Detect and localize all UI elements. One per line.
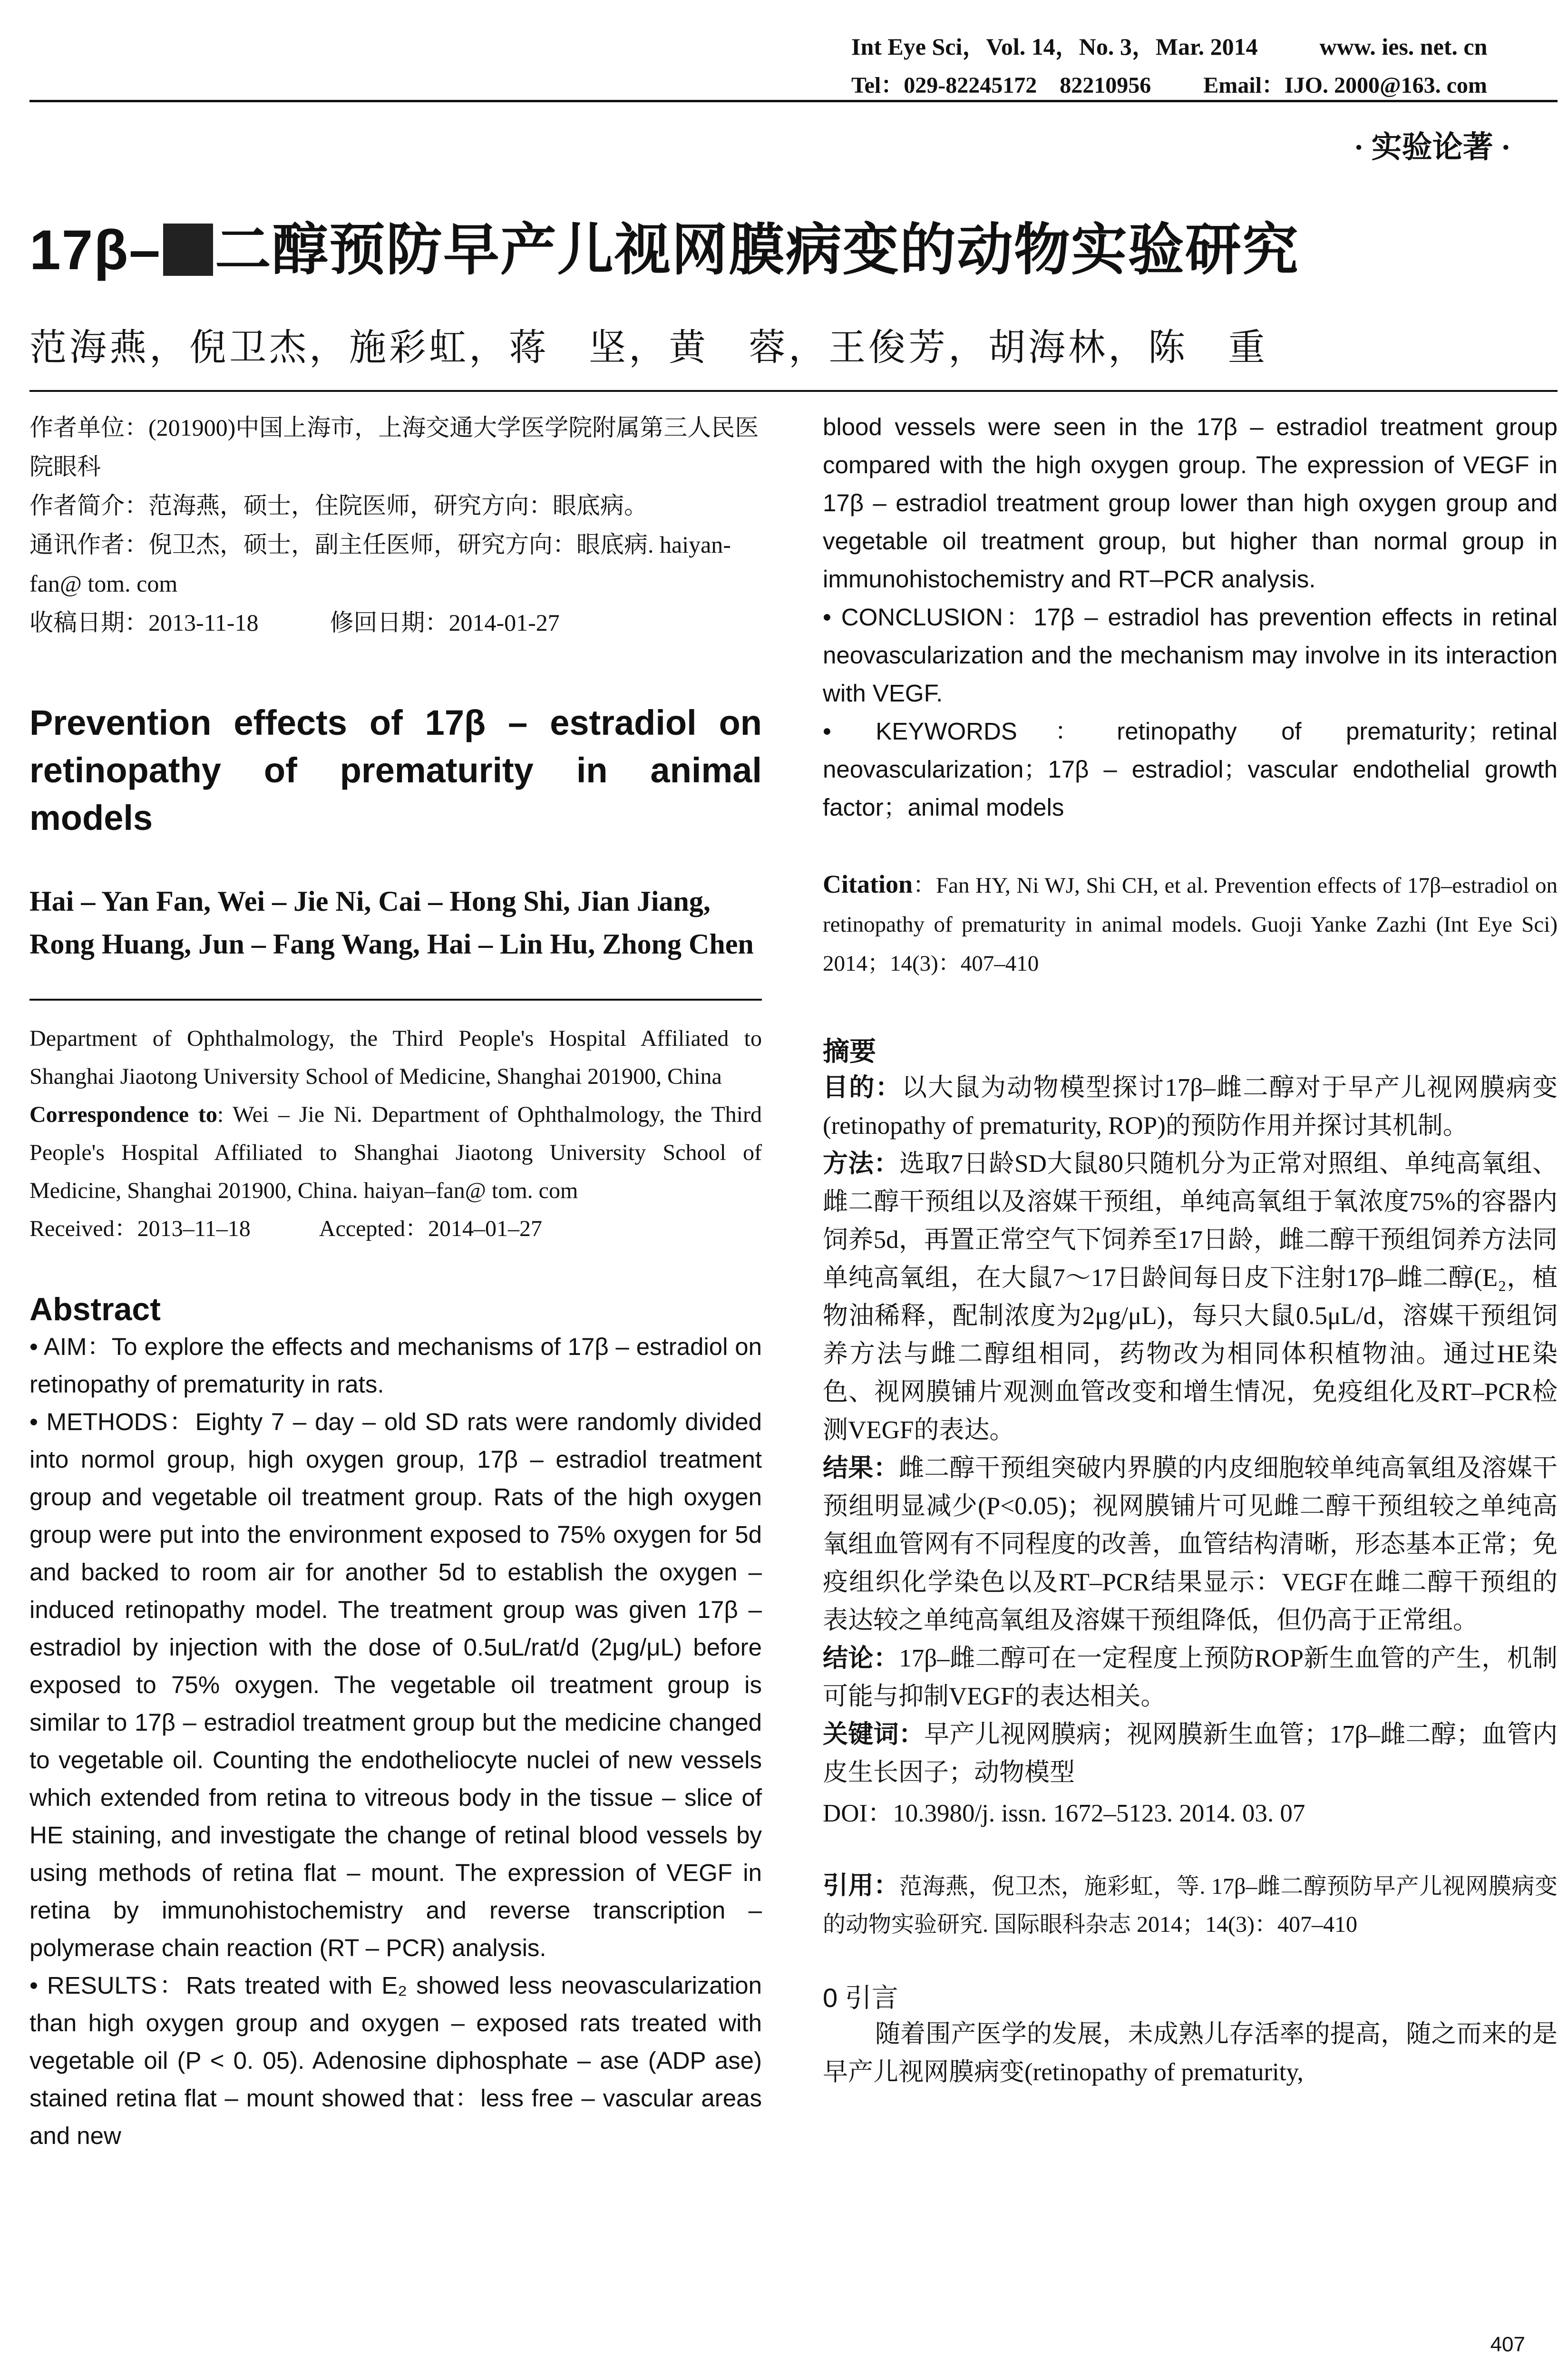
citation-label: Citation [823, 870, 913, 898]
abstract-aim: • AIM：To explore the effects and mechanisms of 17β – estradiol on retinopathy of prematurity in rats. [29, 1333, 762, 1398]
cn-correspondence: 通讯作者：倪卫杰，硕士，副主任医师，研究方向：眼底病. haiyan-fan@ tom. com [29, 531, 731, 597]
article-title-cn [29, 205, 1299, 285]
abstract-keywords: • KEYWORDS：retinopathy of prematurity；retinal neovascularization；17β – estradiol；vascular endothelial growth factor；animal models [823, 718, 1558, 821]
abstract-results: • RESULTS：Rats treated with E₂ showed less neovascularization than high oxygen group and oxygen – exposed rats treated with vegetable oil (P < 0. 05). Adenosine diphosphate – ase (ADP ase) stained retina flat – mount showed that：less free – vascular areas and new [29, 1972, 762, 2149]
jieguo-label: 结果： [823, 1454, 899, 1482]
mudi-text: 以大鼠为动物模型探讨17β–雌二醇对于早产儿视网膜病变(retinopathy of prematurity, ROP)的预防作用并探讨其机制。 [823, 1074, 1558, 1140]
correspondence-label: Correspondence to [29, 1102, 217, 1127]
ink-blot [163, 224, 213, 276]
abstract-results-cont: blood vessels were seen in the 17β – estradiol treatment group compared with the high oxygen group. The expression of VEGF in 17β – estradiol treatment group lower than high oxygen group and vegetable oil treatment group, but higher than normal group in immunohistochemistry and RT–PCR analysis. [823, 413, 1558, 593]
cn-dates: 收稿日期：2013-11-18 修回日期：2014-01-27 [29, 609, 560, 636]
header-rule [29, 100, 1558, 102]
en-dates: Received：2013–11–18 Accepted：2014–01–27 [29, 1216, 543, 1241]
right-column [823, 408, 1558, 2091]
citation [823, 865, 1558, 983]
jielun-text: 17β–雌二醇可在一定程度上预防ROP新生血管的产生，机制可能与抑制VEGF的表达相关。 [823, 1645, 1558, 1710]
en-correspondence [29, 1096, 762, 1210]
abstract-conclusion: • CONCLUSION：17β – estradiol has prevention effects in retinal neovascularization and the mechanism may involve in its interaction with VEGF. [823, 604, 1558, 707]
page-number: 407 [1490, 2333, 1525, 2356]
title-part-a: 17β– [29, 219, 161, 282]
zhaiyao-keywords [823, 1715, 1558, 1792]
mudi-label: 目的： [823, 1074, 902, 1101]
citation-text: ：Fan HY, Ni WJ, Shi CH, et al. Prevention effects of 17β–estradiol on retinopathy of prematurity in animal models. Guoji Yanke Zazhi (Int Eye Sci) 2014；14(3)：407–410 [823, 873, 1558, 976]
cn-citation [823, 1867, 1558, 1944]
correspondence-text: : Wei – Jie Ni. Department of Ophthalmology, the Third People's Hospital Affiliated to Shanghai Jiaotong University School of Medicine, Shanghai 201900, China. haiyan–fan@ tom. com [29, 1102, 762, 1203]
intro-paragraph: 随着围产医学的发展，未成熟儿存活率的提高，随之而来的是早产儿视网膜病变(retinopathy of prematurity, [823, 2020, 1558, 2086]
journal-website: www. ies. net. cn [1319, 33, 1488, 60]
cn-citation-text: 范海燕，倪卫杰，施彩虹，等. 17β–雌二醇预防早产儿视网膜病变的动物实验研究. 国际眼科杂志 2014；14(3)：407–410 [823, 1874, 1558, 1937]
authors-cn: 范海燕，倪卫杰，施彩虹，蒋 坚，黄 蓉，王俊芳，胡海林，陈 重 [29, 327, 1268, 368]
authors-en: Hai – Yan Fan, Wei – Jie Ni, Cai – Hong Shi, Jian Jiang, Rong Huang, Jun – Fang Wang, Hai – Lin Hu, Zhong Chen [29, 886, 754, 960]
zhaiyao-heading: 摘要 [823, 1037, 876, 1067]
journal-contact [851, 67, 1487, 99]
journal-tel: Tel：029-82245172 82210956 [851, 73, 1151, 98]
abstract-heading: Abstract [29, 1291, 161, 1327]
en-affiliation: Department of Ophthalmology, the Third People's Hospital Affiliated to Shanghai Jiaotong University School of Medicine, Shanghai 201900, China [29, 1026, 762, 1089]
authors-rule [29, 999, 762, 1001]
abstract-methods: • METHODS：Eighty 7 – day – old SD rats were randomly divided into normol group, high oxygen group, 17β – estradiol treatment group and vegetable oil treatment group. Rats of the high oxygen group were put into the environment exposed to 75% oxygen for 5d and backed to room air for another 5d to establish the oxygen – induced retinopathy model. The treatment group was given 17β – estradiol by injection with the dose of 0.5uL/rat/d (2μg/μL) before exposed to 75% oxygen. The vegetable oil treatment group is similar to 17β – estradiol treatment group but the medicine changed to vegetable oil. Counting the endotheliocyte nuclei of new vessels which extended from retina to vitreous body in the tissue – slice of HE staining, and investigate the change of retinal blood vessels by using methods of retina flat – mount. The expression of VEGF in retina by immunohistochemistry and reverse transcription – polymerase chain reaction (RT – PCR) analysis. [29, 1408, 762, 1961]
cn-citation-label: 引用： [823, 1872, 899, 1900]
journal-email: Email：IJO. 2000@163. com [1203, 73, 1487, 98]
jieguo-text: 雌二醇干预组突破内界膜的内皮细胞较单纯高氧组及溶媒干预组明显减少(P<0.05)；视网膜铺片可见雌二醇干预组较之单纯高氧组血管网有不同程度的改善，血管结构清晰，形态基本正常；免疫组织化学染色以及RT–PCR结果显示：VEGF在雌二醇干预组的表达较之单纯高氧组及溶媒干预组降低，但仍高于正常组。 [823, 1454, 1558, 1634]
journal-header [851, 28, 1487, 62]
keywords-label: 关键词： [823, 1721, 925, 1748]
cn-affiliation: 作者单位：(201900)中国上海市，上海交通大学医学院附属第三人民医院眼科 [29, 414, 759, 480]
intro-heading: 0 引言 [823, 1983, 898, 2013]
section-label: · 实验论著 · [1354, 130, 1511, 164]
zhaiyao-fangfa [823, 1145, 1558, 1449]
cn-bio: 作者简介：范海燕，硕士，住院医师，研究方向：眼底病。 [29, 492, 648, 519]
fangfa-text: 选取7日龄SD大鼠80只随机分为正常对照组、单纯高氧组、雌二醇干预组以及溶媒干预组，单纯高氧组于氧浓度75%的容器内饲养5d，再置正常空气下饲养至17日龄，雌二醇干预组饲养方法同单纯高氧组，在大鼠7～17日龄间每日皮下注射17β–雌二醇(E₂，植物油稀释，配制浓度为2μg/μL)，每只大鼠0.5μL/d，溶媒干预组饲养方法与雌二醇组相同，药物改为相同体积植物油。通过HE染色、视网膜铺片观测血管改变和增生情况，免疫组化及RT–PCR检测VEGF的表达。 [823, 1150, 1558, 1444]
doi: DOI：10.3980/j. issn. 1672–5123. 2014. 03. 07 [823, 1800, 1305, 1827]
zhaiyao-jielun [823, 1639, 1558, 1715]
title-part-b: 二醇预防早产儿视网膜病变的动物实验研究 [214, 219, 1299, 282]
jielun-label: 结论： [823, 1645, 899, 1672]
journal-line: Int Eye Sci，Vol. 14，No. 3，Mar. 2014 [851, 33, 1258, 60]
left-column [29, 408, 762, 2154]
keywords-text: 早产儿视网膜病；视网膜新生血管；17β–雌二醇；血管内皮生长因子；动物模型 [823, 1721, 1558, 1786]
zhaiyao-mudi [823, 1069, 1558, 1145]
article-title-en: Prevention effects of 17β – estradiol on retinopathy of prematurity in animal models [29, 703, 762, 838]
fangfa-label: 方法： [823, 1150, 900, 1178]
title-rule [29, 390, 1558, 392]
zhaiyao-jieguo [823, 1449, 1558, 1639]
